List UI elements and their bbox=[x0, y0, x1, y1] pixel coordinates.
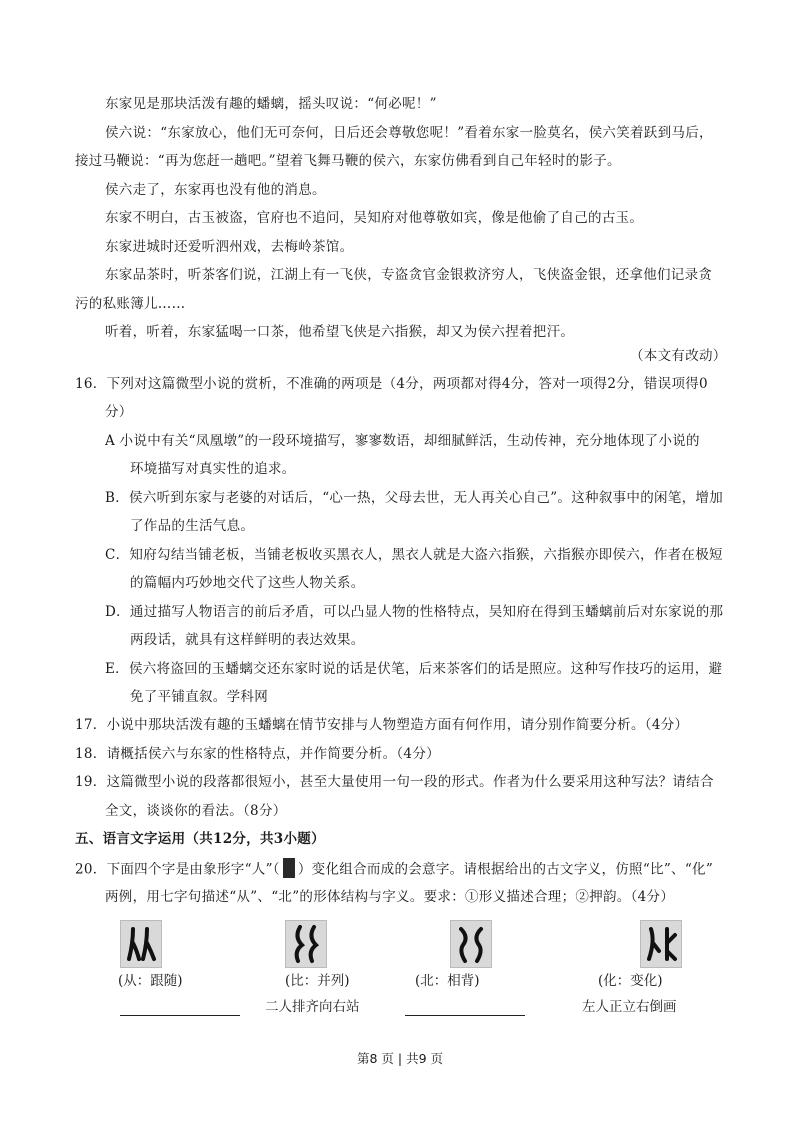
answer-bi: 二人排齐向右站 bbox=[265, 999, 360, 1015]
page-footer: 第8 页 | 共9 页 bbox=[356, 1051, 443, 1066]
story-line-1: 东家见是那块活泼有趣的蟠螭，摇头叹说：“何必呢！” bbox=[105, 96, 437, 112]
answer-blank-bei[interactable] bbox=[405, 1014, 525, 1016]
answer-hua: 左人正立右倒画 bbox=[582, 999, 677, 1015]
q18: 18．请概括侯六与东家的性格特点，并作简要分析。（4分） bbox=[75, 746, 440, 762]
q16-option-a-2: 环境描写对真实性的追求。 bbox=[130, 461, 296, 477]
caption-cong: (从：跟随) bbox=[118, 973, 183, 989]
story-line-5: 东家不明白，古玉被盗，官府也不追问，吴知府对他尊敬如宾，像是他偷了自己的古玉。 bbox=[105, 210, 644, 226]
story-line-4: 侯六走了，东家再也没有他的消息。 bbox=[105, 182, 326, 198]
q16-line-2: 分） bbox=[105, 404, 133, 420]
story-line-2: 侯六说：“东家放心，他们无可奈何，日后还会尊敬您呢！”看着东家一脸莫名，侯六笑着跃到马后， bbox=[105, 125, 713, 141]
q16-option-d-1: D．通过描写人物语言的前后矛盾，可以凸显人物的性格特点，吴知府在得到玉蟠螭前后对东家说的那 bbox=[105, 604, 724, 620]
story-line-8: 污的私账簿儿…… bbox=[75, 296, 186, 312]
q16-option-c-1: C．知府勾结当铺老板，当铺老板收买黑衣人，黑衣人就是大盗六指猴，六指猴亦即侯六，作者在极短 bbox=[105, 547, 723, 563]
answer-blank-cong[interactable] bbox=[120, 1014, 240, 1016]
q20-line-2: 两例，用七字句描述“从”、“北”的形体结构与字义。要求：①形义描述合理；②押韵。（4分） bbox=[105, 889, 675, 905]
q20-line-1-end: ）变化组合而成的会意字。请根据给出的古文字义，仿照“比”、“化” bbox=[297, 861, 714, 878]
caption-hua: (化：变化) bbox=[598, 973, 663, 989]
q16-option-a-1: A 小说中有关“凤凰墩”的一段环境描写，寥寥数语，却细腻鲜活，生动传神，充分地体现了小说的 bbox=[105, 433, 700, 449]
q16-line-1: 16．下列对这篇微型小说的赏析，不准确的两项是（4分，两项都对得4分，答对一项得2分，错误项得0 bbox=[75, 376, 708, 392]
q16-option-d-2: 两段话，就具有这样鲜明的表达效果。 bbox=[130, 632, 365, 648]
q16-option-e-2: 免了平铺直叙。学科网 bbox=[130, 689, 268, 705]
q16-option-e-1: E．侯六将盗回的玉蟠螭交还东家时说的话是伏笔，后来茶客们的话是照应。这种写作技巧的运用，避 bbox=[105, 661, 723, 677]
cong-glyph-icon bbox=[120, 920, 162, 968]
q17: 17．小说中那块活泼有趣的玉蟠螭在情节安排与人物塑造方面有何作用，请分别作简要分析。（4分） bbox=[75, 717, 689, 733]
section-heading: 五、语言文字运用（共12分，共3小题） bbox=[75, 831, 325, 847]
caption-bi: (比：并列) bbox=[285, 973, 350, 989]
story-line-7: 东家品茶时，听茶客们说，江湖上有一飞侠，专盗贪官金银救济穷人，飞侠盗金银，还拿他们记录贪 bbox=[105, 267, 713, 283]
story-line-9: 听着，听着，东家猛喝一口茶，他希望飞侠是六指猴，却又为侯六捏着把汗。 bbox=[105, 324, 575, 340]
q19-line-2: 全文，谈谈你的看法。（8分） bbox=[105, 803, 287, 819]
q20-line-1 bbox=[75, 860, 713, 880]
ren-glyph-icon bbox=[283, 858, 295, 878]
story-line-6: 东家进城时还爱听泗州戏，去梅岭茶馆。 bbox=[105, 239, 354, 255]
q16-option-c-2: 的篇幅内巧妙地交代了这些人物关系。 bbox=[130, 575, 365, 591]
q20-line-1-start: 20．下面四个字是由象形字“人”（ bbox=[75, 861, 280, 878]
story-line-3: 接过马鞭说：“再为您赶一趟吧。”望着飞舞马鞭的侯六，东家仿佛看到自己年轻时的影子。 bbox=[75, 153, 621, 169]
bi-glyph-icon bbox=[285, 920, 327, 968]
caption-bei: (北：相背) bbox=[415, 973, 480, 989]
q16-option-b-1: B．侯六听到东家与老婆的对话后，“心一热，父母去世，无人再关心自己”。这种叙事中的闲笔，增加 bbox=[105, 490, 724, 506]
source-note: （本文有改动） bbox=[630, 348, 727, 364]
q19-line-1: 19．这篇微型小说的段落都很短小，甚至大量使用一句一段的形式。作者为什么要采用这种写法？请结合 bbox=[75, 774, 714, 790]
hua-glyph-icon bbox=[640, 920, 682, 968]
q16-option-b-2: 了作品的生活气息。 bbox=[130, 518, 255, 534]
bei-glyph-icon bbox=[450, 920, 492, 968]
